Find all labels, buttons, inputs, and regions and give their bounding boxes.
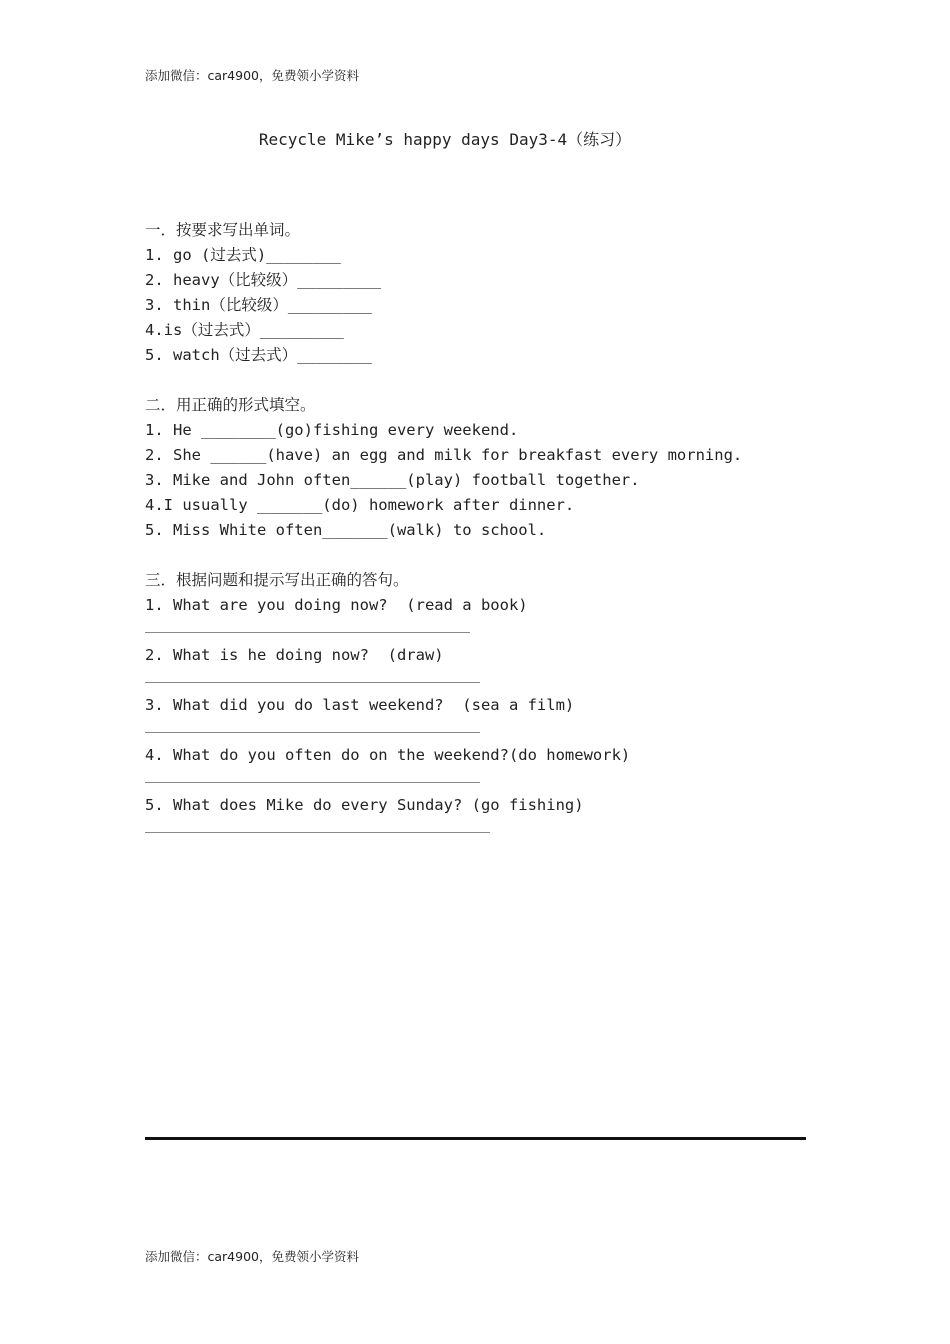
question-item: 3. What did you do last weekend? (sea a film) — [145, 696, 575, 714]
exercise-item: 1. He ________(go)fishing every weekend. — [145, 421, 519, 439]
exercise-item: 4.I usually _______(do) homework after dinner. — [145, 496, 575, 514]
question-item: 4. What do you often do on the weekend?(do homework) — [145, 746, 631, 764]
page-header: 添加微信：car4900，免费领小学资料 — [145, 68, 359, 83]
section-fill-blanks — [145, 393, 825, 543]
answer-line — [145, 768, 825, 793]
exercise-item: 2. heavy（比较级）_________ — [145, 271, 382, 289]
answer-line — [145, 618, 825, 643]
exercise-item: 3. Mike and John often______(play) football together. — [145, 471, 640, 489]
section-word-forms — [145, 218, 825, 368]
exercise-item: 2. She ______(have) an egg and milk for breakfast every morning. — [145, 446, 743, 464]
footer-divider — [145, 1137, 806, 1140]
worksheet-content — [145, 218, 825, 843]
section-answer-questions — [145, 568, 825, 843]
page-title: Recycle Mike’s happy days Day3-4（练习） — [258, 130, 632, 149]
exercise-item: 4.is（过去式）_________ — [145, 321, 344, 339]
answer-line — [145, 718, 825, 743]
exercise-item: 5. Miss White often_______(walk) to school. — [145, 521, 547, 539]
answer-line — [145, 818, 825, 843]
question-item: 1. What are you doing now? (read a book) — [145, 596, 528, 614]
question-item: 2. What is he doing now? (draw) — [145, 646, 444, 664]
exercise-item: 1. go (过去式)________ — [145, 246, 341, 264]
exercise-item: 5. watch（过去式）________ — [145, 346, 372, 364]
answer-line — [145, 668, 825, 693]
section-heading: 二．用正确的形式填空。 — [145, 396, 316, 414]
section-heading: 三．根据问题和提示写出正确的答句。 — [145, 571, 409, 589]
section-heading: 一．按要求写出单词。 — [145, 221, 301, 239]
page-footer: 添加微信：car4900，免费领小学资料 — [145, 1249, 359, 1264]
exercise-item: 3. thin（比较级）_________ — [145, 296, 372, 314]
question-item: 5. What does Mike do every Sunday? (go fishing) — [145, 796, 584, 814]
